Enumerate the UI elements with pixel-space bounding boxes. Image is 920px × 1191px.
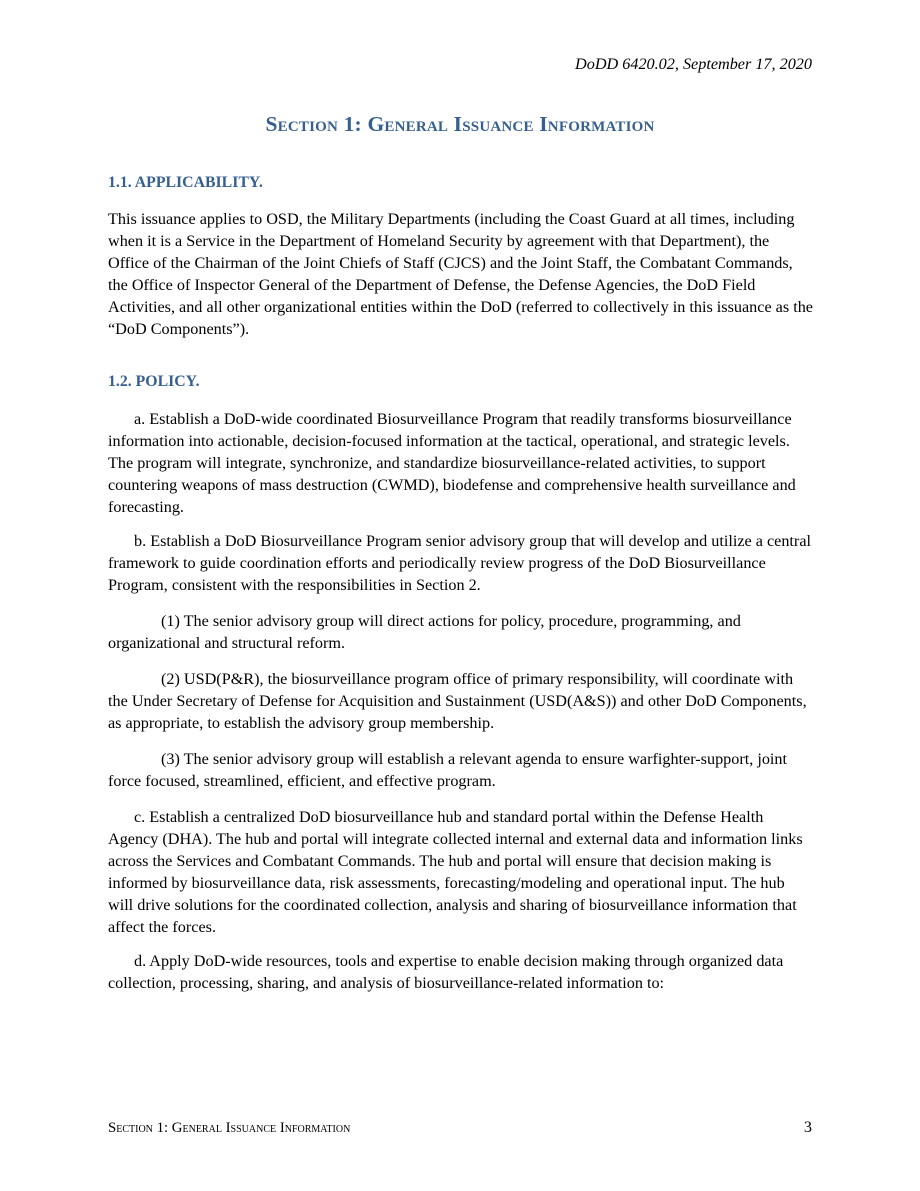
section-title: Section 1: General Issuance Information xyxy=(265,112,655,136)
applicability-paragraph: This issuance applies to OSD, the Military Departments (including the Coast Guard at all times, including when it is a Service in the Department of Homeland Security by agreement with that Department), the Office of the Chairman of the Joint Chiefs of Staff (CJCS) and the Joint Staff, the Combatant Commands, the Office of Inspector General of the Department of Defense, the Defense Agencies, the DoD Field Activities, and all other organizational entities within the DoD (referred to collectively in this issuance as the “DoD Components”). xyxy=(108,210,813,338)
applicability-heading: 1.1. APPLICABILITY. xyxy=(108,174,263,191)
page-number: 3 xyxy=(803,1118,812,1136)
policy-item-b3: (3) The senior advisory group will establish a relevant agenda to ensure warfighter-support, joint force focused, streamlined, efficient, and effective program. xyxy=(108,750,788,790)
document-reference: DoDD 6420.02, September 17, 2020 xyxy=(575,55,812,73)
policy-item-c: c. Establish a centralized DoD biosurveillance hub and standard portal within the Defense Health Agency (DHA). The hub and portal will integrate collected internal and external data and information links across the Services and Combatant Commands. The hub and portal will ensure that decision making is informed by biosurveillance data, risk assessments, forecasting/modeling and operational input. The hub will drive solutions for the coordinated collection, analysis and sharing of biosurveillance information that affect the forces. xyxy=(108,808,803,936)
policy-item-b2: (2) USD(P&R), the biosurveillance program office of primary responsibility, will coordinate with the Under Secretary of Defense for Acquisition and Sustainment (USD(A&S)) and other DoD Components, as appropriate, to establish the advisory group membership. xyxy=(108,670,807,732)
policy-item-a: a. Establish a DoD-wide coordinated Biosurveillance Program that readily transforms biosurveillance information into actionable, decision-focused information at the tactical, operational, and strategic levels. The program will integrate, synchronize, and standardize biosurveillance-related activities, to support countering weapons of mass destruction (CWMD), biodefense and comprehensive health surveillance and forecasting. xyxy=(108,410,796,516)
policy-heading: 1.2. POLICY. xyxy=(108,373,200,390)
policy-item-d: d. Apply DoD-wide resources, tools and expertise to enable decision making through organized data collection, processing, sharing, and analysis of biosurveillance-related information to: xyxy=(108,952,784,992)
policy-item-b: b. Establish a DoD Biosurveillance Program senior advisory group that will develop and utilize a central framework to guide coordination efforts and periodically review progress of the DoD Biosurveillance Program, consistent with the responsibilities in Section 2. xyxy=(108,532,812,594)
footer-section-label: Section 1: General Issuance Information xyxy=(108,1120,351,1136)
policy-item-b1: (1) The senior advisory group will direct actions for policy, procedure, programming, and organizational and structural reform. xyxy=(108,612,741,652)
